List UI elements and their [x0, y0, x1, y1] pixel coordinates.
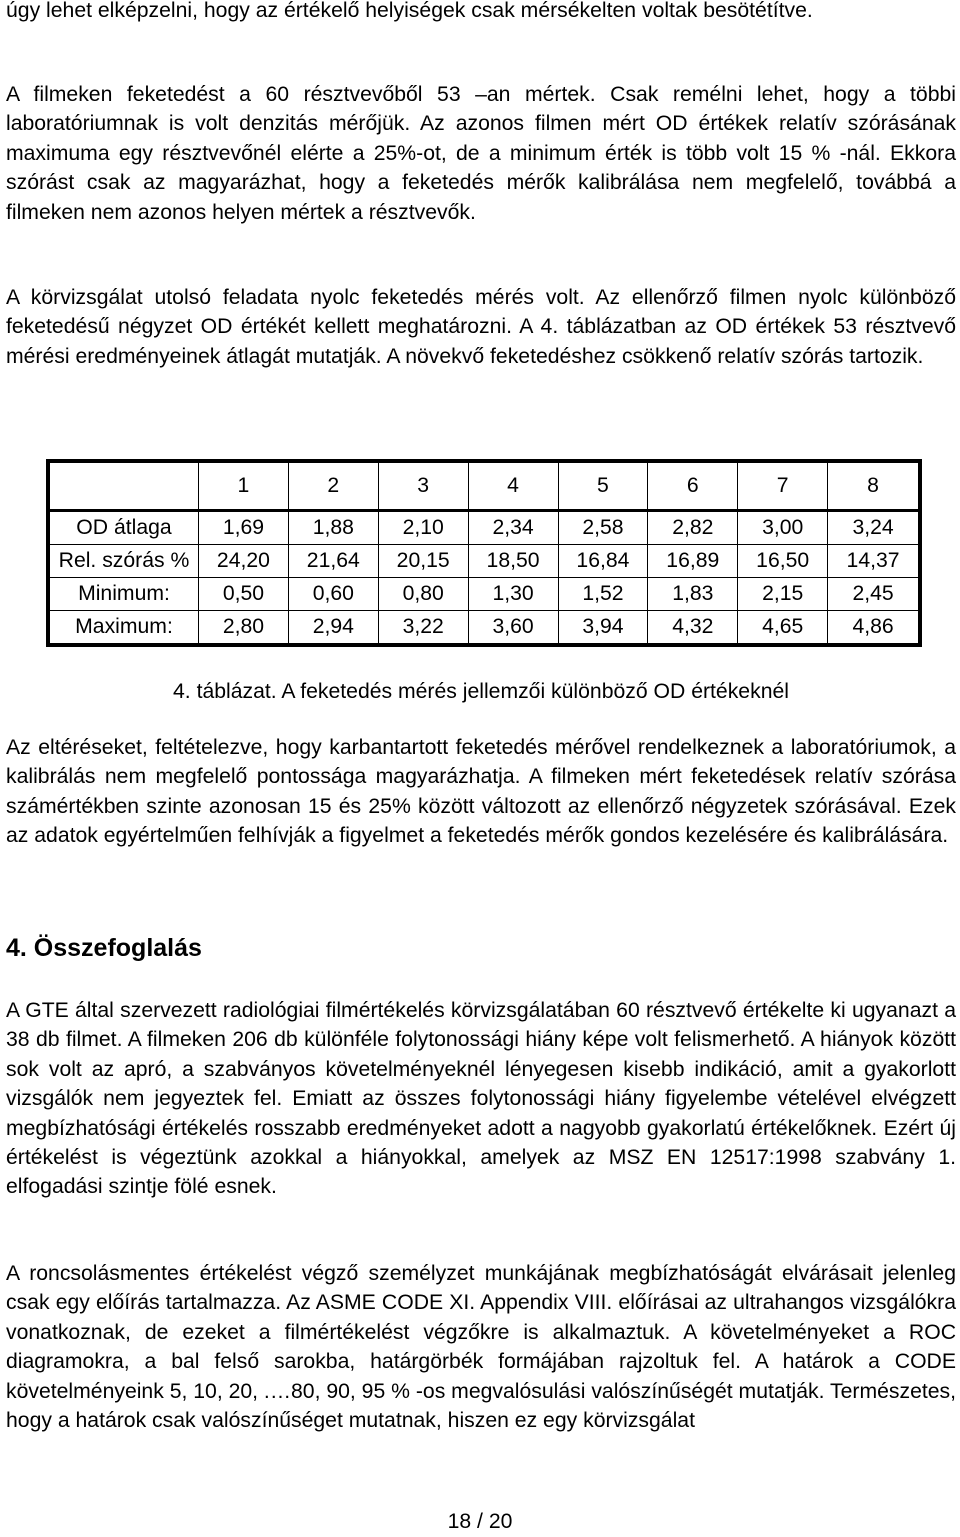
table-cell: 2,58	[558, 511, 648, 545]
paragraph: Az eltéréseket, feltételezve, hogy karbantartott feketedés mérővel rendelkeznek a laboratóriumok, a kalibrálás nem megfelelő pontossága magyarázhatja. A filmeken mért feketedések relatív szórása számértékben szinte azonosan 15 és 25% között változott az ellenőrző négyzetek szórásával. Ezek az adatok egyértelműen felhívják a figyelmet a feketedés mérők gondos kezelésére és kalibrálására.	[6, 736, 956, 848]
paragraph: A roncsolásmentes értékelést végző személyzet munkájának megbízhatóságát elvárásait jelenleg csak egy előírás tartalmazza. Az ASME CODE XI. Appendix VIII. előírásai az ultrahangos vizsgálókra vonatkoznak, de ezeket a filmértékelést végzőkre is alkalmaztuk. A követelményeket a ROC diagramokra, a bal felső sarokba, határgörbék formájában rajzoltuk fel. A határok a CODE követelményeink 5, 10, 20, .…80, 90, 95 % -os megvalósulási valószínűségét mutatják. Természetes, hogy a határok csak valószínűséget mutatnak, hiszen ez egy körvizsgálat	[6, 1262, 957, 1433]
table-cell: 2,82	[648, 511, 738, 545]
row-label: Rel. szórás %	[48, 545, 199, 578]
table-cell: 2,94	[288, 611, 378, 646]
od-results-table	[46, 459, 922, 647]
table-cell: 1,52	[558, 578, 648, 611]
table-caption: 4. táblázat. A feketedés mérés jellemzői különböző OD értékeknél	[173, 680, 789, 703]
table-cell: 0,80	[378, 578, 468, 611]
table-cell: 24,20	[199, 545, 289, 578]
table-cell: 1,83	[648, 578, 738, 611]
table-cell: 1,88	[288, 511, 378, 545]
table-row	[48, 611, 920, 646]
column-header: 8	[828, 461, 920, 511]
table-cell: 16,84	[558, 545, 648, 578]
table-cell: 21,64	[288, 545, 378, 578]
column-header: 3	[378, 461, 468, 511]
column-header: 4	[468, 461, 558, 511]
column-header: 2	[288, 461, 378, 511]
paragraph: A körvizsgálat utolsó feladata nyolc feketedés mérés volt. Az ellenőrző filmen nyolc különböző feketedésű négyzet OD értékét kellett meghatározni. A 4. táblázatban az OD értékek 53 résztvevő mérési eredményeinek átlagát mutatják. A növekvő feketedéshez csökkenő relatív szórás tartozik.	[6, 286, 956, 368]
paragraph: úgy lehet elképzelni, hogy az értékelő helyiségek csak mérsékelten voltak besötétítve.	[6, 0, 813, 22]
table-cell: 18,50	[468, 545, 558, 578]
paragraph: A filmeken feketedést a 60 résztvevőből 53 –an mértek. Csak remélni lehet, hogy a többi laboratóriumnak is volt denzitás mérőjük. Az azonos filmen mért OD értékek relatív szórásának maximuma egy résztvevőnél elérte a 25%-ot, de a minimum érték is több volt 15 % -nál. Ekkora szórást csak az magyarázhat, hogy a feketedés mérők kalibrálása nem megfelelő, továbbá a filmeken nem azonos helyen mértek a résztvevők.	[6, 83, 956, 224]
table-row	[48, 511, 920, 545]
table-cell: 1,30	[468, 578, 558, 611]
column-header: 6	[648, 461, 738, 511]
table-cell: 0,60	[288, 578, 378, 611]
row-label: OD átlaga	[48, 511, 199, 545]
table-cell: 4,32	[648, 611, 738, 646]
table-cell: 3,00	[738, 511, 828, 545]
table-corner-cell	[48, 461, 199, 511]
table-cell: 2,34	[468, 511, 558, 545]
table-cell: 2,80	[199, 611, 289, 646]
table-cell: 3,22	[378, 611, 468, 646]
table-cell: 2,10	[378, 511, 468, 545]
row-label: Maximum:	[48, 611, 199, 646]
table-row	[48, 545, 920, 578]
column-header: 7	[738, 461, 828, 511]
page-number: 18 / 20	[447, 1510, 513, 1533]
table-cell: 3,60	[468, 611, 558, 646]
table-cell: 14,37	[828, 545, 920, 578]
table-cell: 2,45	[828, 578, 920, 611]
column-header: 5	[558, 461, 648, 511]
row-label: Minimum:	[48, 578, 199, 611]
table-cell: 16,89	[648, 545, 738, 578]
table-cell: 4,86	[828, 611, 920, 646]
table-cell: 3,24	[828, 511, 920, 545]
section-heading: 4. Összefoglalás	[6, 934, 202, 962]
table-cell: 16,50	[738, 545, 828, 578]
table-row	[48, 578, 920, 611]
table-cell: 20,15	[378, 545, 468, 578]
table-cell: 4,65	[738, 611, 828, 646]
table-header-row	[48, 461, 920, 511]
table-cell: 3,94	[558, 611, 648, 646]
paragraph: A GTE által szervezett radiológiai filmértékelés körvizsgálatában 60 résztvevő értékelte ki ugyanazt a 38 db filmet. A filmeken 206 db különféle folytonossági hiány képe volt felismerhető. A hiányok között sok volt az apró, a szabványos követelményeknél lényegesen kisebb indikáció, amit a gyakorlott vizsgálók nem jegyeztek fel. Emiatt az összes folytonossági hiány figyelembe vételével elvégzett megbízhatósági értékelés rosszabb eredményeket adott a nagyobb gyakorlatú értékelőknek. Ezért új értékelést is végeztünk azokkal a hiányokkal, amelyek az MSZ EN 12517:1998 szabvány 1. elfogadási szintje fölé esnek.	[6, 999, 956, 1199]
table-cell: 2,15	[738, 578, 828, 611]
table-cell: 1,69	[199, 511, 289, 545]
column-header: 1	[199, 461, 289, 511]
table-cell: 0,50	[199, 578, 289, 611]
